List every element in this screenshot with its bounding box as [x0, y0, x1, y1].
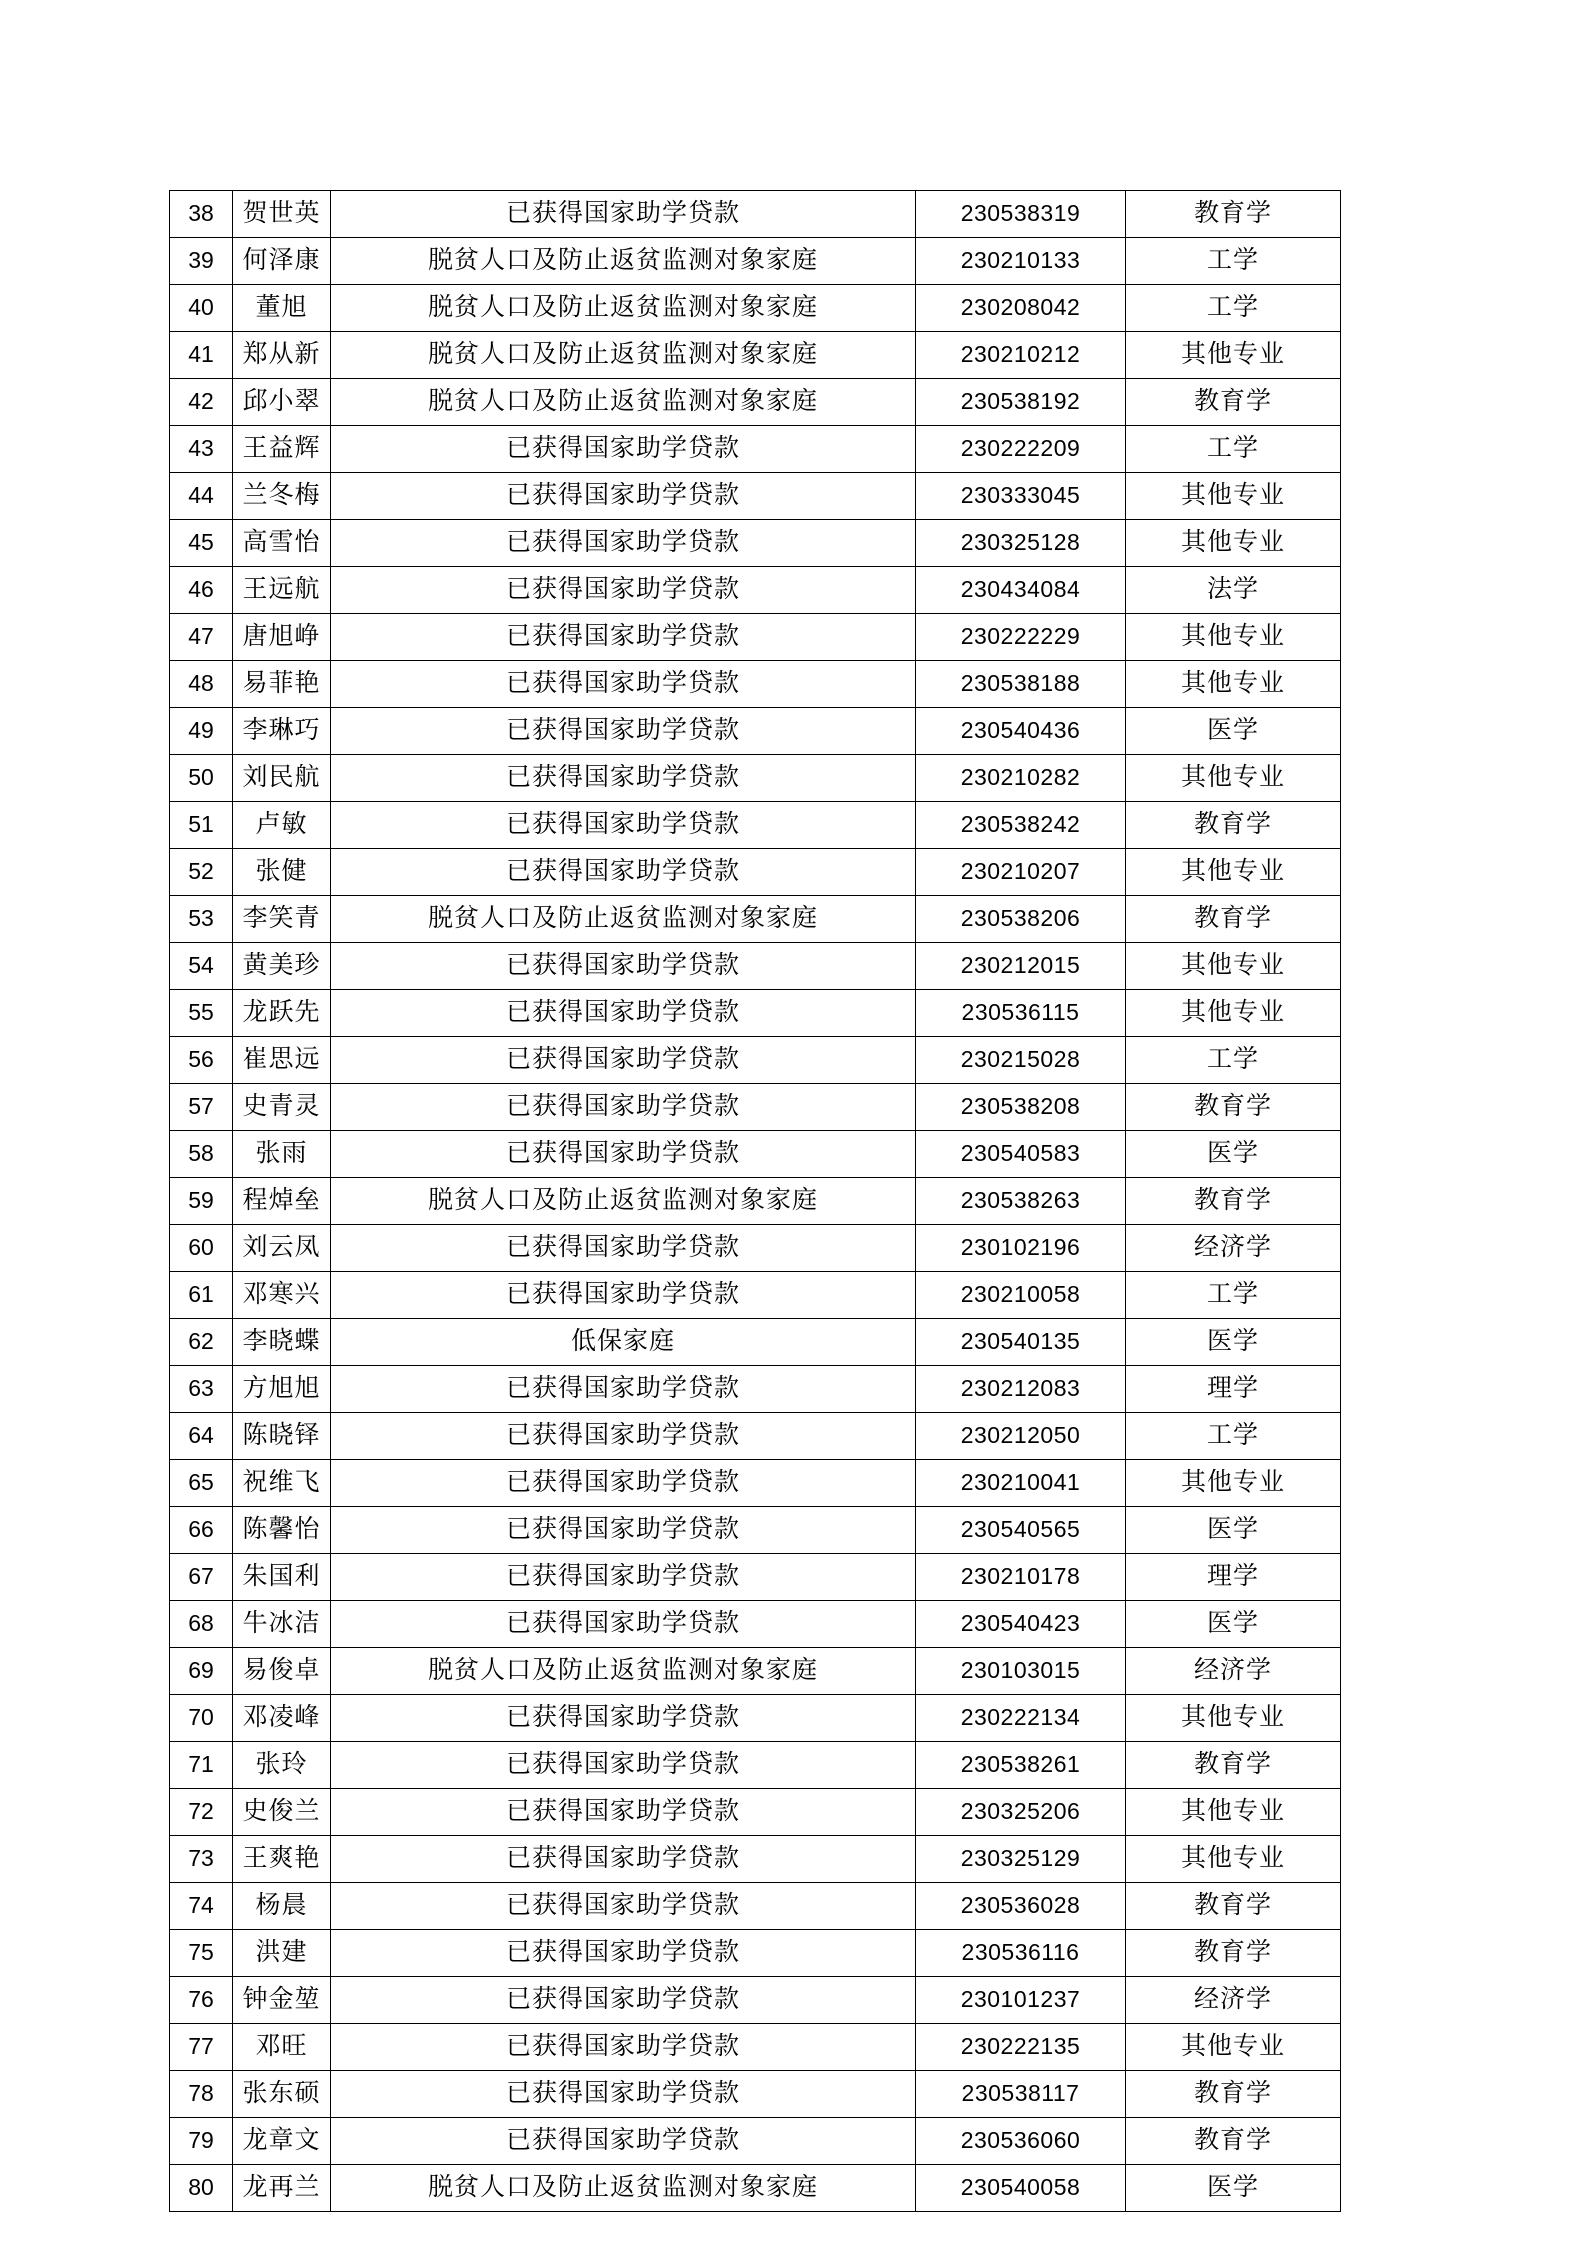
- cell-student-id: 230536028: [916, 1883, 1126, 1930]
- cell-sequence-number: 43: [170, 426, 233, 473]
- cell-hardship-type: 已获得国家助学贷款: [331, 191, 916, 238]
- cell-student-id: 230538206: [916, 896, 1126, 943]
- cell-student-id: 230538117: [916, 2071, 1126, 2118]
- cell-sequence-number: 59: [170, 1178, 233, 1225]
- cell-sequence-number: 76: [170, 1977, 233, 2024]
- cell-student-id: 230222135: [916, 2024, 1126, 2071]
- cell-major-category: 医学: [1126, 708, 1341, 755]
- cell-student-id: 230212050: [916, 1413, 1126, 1460]
- cell-major-category: 其他专业: [1126, 332, 1341, 379]
- cell-student-id: 230215028: [916, 1037, 1126, 1084]
- table-row: [170, 708, 1341, 755]
- table-row: [170, 2165, 1341, 2212]
- cell-hardship-type: 低保家庭: [331, 1319, 916, 1366]
- cell-hardship-type: 已获得国家助学贷款: [331, 2118, 916, 2165]
- cell-major-category: 其他专业: [1126, 1789, 1341, 1836]
- cell-major-category: 教育学: [1126, 896, 1341, 943]
- cell-student-id: 230538188: [916, 661, 1126, 708]
- cell-major-category: 医学: [1126, 2165, 1341, 2212]
- cell-sequence-number: 50: [170, 755, 233, 802]
- cell-sequence-number: 79: [170, 2118, 233, 2165]
- cell-sequence-number: 74: [170, 1883, 233, 1930]
- cell-student-name: 张健: [233, 849, 331, 896]
- cell-hardship-type: 已获得国家助学贷款: [331, 1554, 916, 1601]
- table-row: [170, 1601, 1341, 1648]
- cell-sequence-number: 67: [170, 1554, 233, 1601]
- table-row: [170, 1554, 1341, 1601]
- cell-student-id: 230208042: [916, 285, 1126, 332]
- cell-student-name: 杨晨: [233, 1883, 331, 1930]
- table-row: [170, 1507, 1341, 1554]
- table-row: [170, 191, 1341, 238]
- cell-student-id: 230103015: [916, 1648, 1126, 1695]
- cell-student-name: 刘云凤: [233, 1225, 331, 1272]
- cell-sequence-number: 42: [170, 379, 233, 426]
- cell-student-name: 张东硕: [233, 2071, 331, 2118]
- table-row: [170, 614, 1341, 661]
- cell-student-id: 230210058: [916, 1272, 1126, 1319]
- table-row: [170, 1272, 1341, 1319]
- table-row: [170, 426, 1341, 473]
- cell-student-id: 230210133: [916, 238, 1126, 285]
- cell-student-name: 何泽康: [233, 238, 331, 285]
- cell-sequence-number: 73: [170, 1836, 233, 1883]
- table-row: [170, 1131, 1341, 1178]
- cell-student-id: 230222209: [916, 426, 1126, 473]
- cell-major-category: 医学: [1126, 1601, 1341, 1648]
- cell-hardship-type: 已获得国家助学贷款: [331, 614, 916, 661]
- cell-student-id: 230538242: [916, 802, 1126, 849]
- table-row: [170, 2024, 1341, 2071]
- cell-major-category: 经济学: [1126, 1648, 1341, 1695]
- cell-student-name: 王远航: [233, 567, 331, 614]
- table-row: [170, 1742, 1341, 1789]
- cell-major-category: 教育学: [1126, 1742, 1341, 1789]
- table-row: [170, 1977, 1341, 2024]
- cell-student-id: 230210282: [916, 755, 1126, 802]
- cell-major-category: 其他专业: [1126, 473, 1341, 520]
- cell-student-name: 朱国利: [233, 1554, 331, 1601]
- cell-major-category: 其他专业: [1126, 1695, 1341, 1742]
- cell-sequence-number: 69: [170, 1648, 233, 1695]
- cell-student-name: 李琳巧: [233, 708, 331, 755]
- cell-hardship-type: 已获得国家助学贷款: [331, 1742, 916, 1789]
- cell-major-category: 理学: [1126, 1366, 1341, 1413]
- cell-hardship-type: 已获得国家助学贷款: [331, 2071, 916, 2118]
- cell-hardship-type: 已获得国家助学贷款: [331, 802, 916, 849]
- table-row: [170, 567, 1341, 614]
- cell-student-id: 230538319: [916, 191, 1126, 238]
- cell-student-name: 史俊兰: [233, 1789, 331, 1836]
- cell-student-id: 230212083: [916, 1366, 1126, 1413]
- cell-hardship-type: 已获得国家助学贷款: [331, 943, 916, 990]
- cell-student-id: 230540058: [916, 2165, 1126, 2212]
- roster-table-body: [170, 191, 1341, 2212]
- cell-hardship-type: 已获得国家助学贷款: [331, 1883, 916, 1930]
- cell-hardship-type: 已获得国家助学贷款: [331, 708, 916, 755]
- cell-hardship-type: 已获得国家助学贷款: [331, 1977, 916, 2024]
- cell-student-id: 230540565: [916, 1507, 1126, 1554]
- cell-major-category: 教育学: [1126, 2118, 1341, 2165]
- cell-major-category: 教育学: [1126, 379, 1341, 426]
- table-row: [170, 1366, 1341, 1413]
- cell-major-category: 教育学: [1126, 802, 1341, 849]
- cell-student-name: 程焯垒: [233, 1178, 331, 1225]
- cell-student-name: 卢敏: [233, 802, 331, 849]
- cell-student-name: 牛冰洁: [233, 1601, 331, 1648]
- cell-sequence-number: 39: [170, 238, 233, 285]
- cell-student-name: 李晓蝶: [233, 1319, 331, 1366]
- cell-student-id: 230538192: [916, 379, 1126, 426]
- cell-major-category: 法学: [1126, 567, 1341, 614]
- cell-hardship-type: 已获得国家助学贷款: [331, 426, 916, 473]
- cell-student-id: 230538208: [916, 1084, 1126, 1131]
- cell-sequence-number: 55: [170, 990, 233, 1037]
- cell-student-name: 方旭旭: [233, 1366, 331, 1413]
- cell-hardship-type: 脱贫人口及防止返贫监测对象家庭: [331, 332, 916, 379]
- table-row: [170, 1883, 1341, 1930]
- cell-sequence-number: 77: [170, 2024, 233, 2071]
- cell-sequence-number: 49: [170, 708, 233, 755]
- cell-hardship-type: 已获得国家助学贷款: [331, 755, 916, 802]
- cell-major-category: 其他专业: [1126, 614, 1341, 661]
- cell-major-category: 工学: [1126, 238, 1341, 285]
- cell-sequence-number: 45: [170, 520, 233, 567]
- cell-student-id: 230536116: [916, 1930, 1126, 1977]
- cell-student-name: 王益辉: [233, 426, 331, 473]
- table-row: [170, 990, 1341, 1037]
- cell-hardship-type: 已获得国家助学贷款: [331, 1930, 916, 1977]
- cell-hardship-type: 已获得国家助学贷款: [331, 1272, 916, 1319]
- cell-major-category: 工学: [1126, 1037, 1341, 1084]
- cell-sequence-number: 53: [170, 896, 233, 943]
- cell-major-category: 医学: [1126, 1507, 1341, 1554]
- table-row: [170, 943, 1341, 990]
- cell-student-id: 230210178: [916, 1554, 1126, 1601]
- cell-student-name: 黄美珍: [233, 943, 331, 990]
- cell-student-name: 唐旭峥: [233, 614, 331, 661]
- cell-student-name: 龙再兰: [233, 2165, 331, 2212]
- cell-student-id: 230540583: [916, 1131, 1126, 1178]
- cell-major-category: 医学: [1126, 1319, 1341, 1366]
- cell-sequence-number: 61: [170, 1272, 233, 1319]
- cell-sequence-number: 54: [170, 943, 233, 990]
- cell-sequence-number: 63: [170, 1366, 233, 1413]
- cell-major-category: 教育学: [1126, 191, 1341, 238]
- cell-major-category: 其他专业: [1126, 1836, 1341, 1883]
- table-row: [170, 1836, 1341, 1883]
- cell-sequence-number: 48: [170, 661, 233, 708]
- cell-hardship-type: 脱贫人口及防止返贫监测对象家庭: [331, 379, 916, 426]
- cell-sequence-number: 60: [170, 1225, 233, 1272]
- cell-student-name: 王爽艳: [233, 1836, 331, 1883]
- cell-student-name: 崔思远: [233, 1037, 331, 1084]
- cell-hardship-type: 已获得国家助学贷款: [331, 1695, 916, 1742]
- cell-sequence-number: 70: [170, 1695, 233, 1742]
- cell-student-name: 邓凌峰: [233, 1695, 331, 1742]
- table-row: [170, 1460, 1341, 1507]
- cell-student-id: 230540436: [916, 708, 1126, 755]
- table-row: [170, 238, 1341, 285]
- table-row: [170, 332, 1341, 379]
- table-row: [170, 661, 1341, 708]
- cell-major-category: 其他专业: [1126, 943, 1341, 990]
- cell-hardship-type: 已获得国家助学贷款: [331, 849, 916, 896]
- cell-sequence-number: 78: [170, 2071, 233, 2118]
- cell-major-category: 其他专业: [1126, 520, 1341, 567]
- cell-hardship-type: 已获得国家助学贷款: [331, 1225, 916, 1272]
- cell-student-name: 钟金堃: [233, 1977, 331, 2024]
- cell-major-category: 经济学: [1126, 1977, 1341, 2024]
- cell-hardship-type: 已获得国家助学贷款: [331, 1366, 916, 1413]
- cell-sequence-number: 47: [170, 614, 233, 661]
- table-row: [170, 1178, 1341, 1225]
- cell-sequence-number: 66: [170, 1507, 233, 1554]
- cell-hardship-type: 已获得国家助学贷款: [331, 1460, 916, 1507]
- table-row: [170, 1225, 1341, 1272]
- cell-student-name: 易俊卓: [233, 1648, 331, 1695]
- cell-sequence-number: 72: [170, 1789, 233, 1836]
- table-row: [170, 2118, 1341, 2165]
- cell-sequence-number: 62: [170, 1319, 233, 1366]
- cell-student-name: 张玲: [233, 1742, 331, 1789]
- roster-table-container: [169, 190, 1340, 2212]
- table-row: [170, 1319, 1341, 1366]
- cell-hardship-type: 已获得国家助学贷款: [331, 1836, 916, 1883]
- cell-major-category: 医学: [1126, 1131, 1341, 1178]
- cell-student-id: 230325206: [916, 1789, 1126, 1836]
- cell-sequence-number: 46: [170, 567, 233, 614]
- cell-hardship-type: 脱贫人口及防止返贫监测对象家庭: [331, 238, 916, 285]
- cell-major-category: 教育学: [1126, 1178, 1341, 1225]
- cell-major-category: 其他专业: [1126, 990, 1341, 1037]
- cell-student-name: 张雨: [233, 1131, 331, 1178]
- cell-student-id: 230333045: [916, 473, 1126, 520]
- cell-major-category: 其他专业: [1126, 849, 1341, 896]
- cell-student-name: 邓旺: [233, 2024, 331, 2071]
- cell-student-id: 230222229: [916, 614, 1126, 661]
- cell-hardship-type: 脱贫人口及防止返贫监测对象家庭: [331, 896, 916, 943]
- cell-student-id: 230540135: [916, 1319, 1126, 1366]
- cell-sequence-number: 75: [170, 1930, 233, 1977]
- cell-sequence-number: 40: [170, 285, 233, 332]
- cell-sequence-number: 41: [170, 332, 233, 379]
- cell-hardship-type: 脱贫人口及防止返贫监测对象家庭: [331, 1178, 916, 1225]
- table-row: [170, 1695, 1341, 1742]
- cell-hardship-type: 已获得国家助学贷款: [331, 1789, 916, 1836]
- cell-hardship-type: 已获得国家助学贷款: [331, 1037, 916, 1084]
- cell-hardship-type: 脱贫人口及防止返贫监测对象家庭: [331, 285, 916, 332]
- cell-student-name: 易菲艳: [233, 661, 331, 708]
- table-row: [170, 1789, 1341, 1836]
- cell-major-category: 教育学: [1126, 1883, 1341, 1930]
- cell-sequence-number: 44: [170, 473, 233, 520]
- table-row: [170, 849, 1341, 896]
- cell-hardship-type: 已获得国家助学贷款: [331, 661, 916, 708]
- table-row: [170, 1037, 1341, 1084]
- cell-hardship-type: 已获得国家助学贷款: [331, 1413, 916, 1460]
- table-row: [170, 896, 1341, 943]
- cell-major-category: 工学: [1126, 285, 1341, 332]
- cell-sequence-number: 58: [170, 1131, 233, 1178]
- cell-student-id: 230212015: [916, 943, 1126, 990]
- cell-student-id: 230540423: [916, 1601, 1126, 1648]
- cell-hardship-type: 已获得国家助学贷款: [331, 567, 916, 614]
- cell-major-category: 工学: [1126, 1272, 1341, 1319]
- cell-student-name: 董旭: [233, 285, 331, 332]
- table-row: [170, 1413, 1341, 1460]
- cell-student-id: 230538263: [916, 1178, 1126, 1225]
- cell-hardship-type: 脱贫人口及防止返贫监测对象家庭: [331, 1648, 916, 1695]
- cell-student-name: 陈馨怡: [233, 1507, 331, 1554]
- table-row: [170, 755, 1341, 802]
- cell-hardship-type: 脱贫人口及防止返贫监测对象家庭: [331, 2165, 916, 2212]
- cell-student-id: 230102196: [916, 1225, 1126, 1272]
- cell-student-id: 230210041: [916, 1460, 1126, 1507]
- cell-student-name: 兰冬梅: [233, 473, 331, 520]
- cell-student-name: 贺世英: [233, 191, 331, 238]
- cell-student-id: 230210212: [916, 332, 1126, 379]
- cell-student-name: 李笑青: [233, 896, 331, 943]
- table-row: [170, 379, 1341, 426]
- table-row: [170, 473, 1341, 520]
- cell-major-category: 工学: [1126, 426, 1341, 473]
- cell-major-category: 教育学: [1126, 2071, 1341, 2118]
- cell-hardship-type: 已获得国家助学贷款: [331, 520, 916, 567]
- cell-sequence-number: 64: [170, 1413, 233, 1460]
- cell-sequence-number: 71: [170, 1742, 233, 1789]
- cell-hardship-type: 已获得国家助学贷款: [331, 1131, 916, 1178]
- cell-student-id: 230222134: [916, 1695, 1126, 1742]
- cell-hardship-type: 已获得国家助学贷款: [331, 473, 916, 520]
- cell-hardship-type: 已获得国家助学贷款: [331, 1601, 916, 1648]
- cell-hardship-type: 已获得国家助学贷款: [331, 1084, 916, 1131]
- cell-student-name: 史青灵: [233, 1084, 331, 1131]
- table-row: [170, 1930, 1341, 1977]
- cell-student-name: 祝维飞: [233, 1460, 331, 1507]
- cell-student-name: 高雪怡: [233, 520, 331, 567]
- cell-major-category: 其他专业: [1126, 2024, 1341, 2071]
- cell-student-name: 龙跃先: [233, 990, 331, 1037]
- table-row: [170, 1648, 1341, 1695]
- cell-student-name: 刘民航: [233, 755, 331, 802]
- cell-sequence-number: 38: [170, 191, 233, 238]
- cell-major-category: 教育学: [1126, 1084, 1341, 1131]
- cell-sequence-number: 56: [170, 1037, 233, 1084]
- cell-major-category: 教育学: [1126, 1930, 1341, 1977]
- cell-major-category: 其他专业: [1126, 1460, 1341, 1507]
- cell-student-id: 230210207: [916, 849, 1126, 896]
- table-row: [170, 2071, 1341, 2118]
- cell-major-category: 经济学: [1126, 1225, 1341, 1272]
- cell-hardship-type: 已获得国家助学贷款: [331, 2024, 916, 2071]
- cell-sequence-number: 68: [170, 1601, 233, 1648]
- cell-student-id: 230434084: [916, 567, 1126, 614]
- table-row: [170, 520, 1341, 567]
- cell-hardship-type: 已获得国家助学贷款: [331, 1507, 916, 1554]
- cell-student-id: 230536060: [916, 2118, 1126, 2165]
- cell-sequence-number: 51: [170, 802, 233, 849]
- cell-sequence-number: 65: [170, 1460, 233, 1507]
- roster-table: [169, 190, 1341, 2212]
- cell-student-name: 洪建: [233, 1930, 331, 1977]
- cell-sequence-number: 57: [170, 1084, 233, 1131]
- cell-student-id: 230101237: [916, 1977, 1126, 2024]
- cell-major-category: 理学: [1126, 1554, 1341, 1601]
- cell-student-name: 邓寒兴: [233, 1272, 331, 1319]
- cell-sequence-number: 52: [170, 849, 233, 896]
- cell-student-id: 230325128: [916, 520, 1126, 567]
- cell-student-id: 230538261: [916, 1742, 1126, 1789]
- cell-major-category: 工学: [1126, 1413, 1341, 1460]
- cell-student-id: 230536115: [916, 990, 1126, 1037]
- table-row: [170, 1084, 1341, 1131]
- cell-student-name: 邱小翠: [233, 379, 331, 426]
- table-row: [170, 285, 1341, 332]
- table-row: [170, 802, 1341, 849]
- cell-student-name: 郑从新: [233, 332, 331, 379]
- cell-student-id: 230325129: [916, 1836, 1126, 1883]
- cell-student-name: 陈晓铎: [233, 1413, 331, 1460]
- cell-major-category: 其他专业: [1126, 661, 1341, 708]
- cell-sequence-number: 80: [170, 2165, 233, 2212]
- cell-hardship-type: 已获得国家助学贷款: [331, 990, 916, 1037]
- cell-student-name: 龙章文: [233, 2118, 331, 2165]
- cell-major-category: 其他专业: [1126, 755, 1341, 802]
